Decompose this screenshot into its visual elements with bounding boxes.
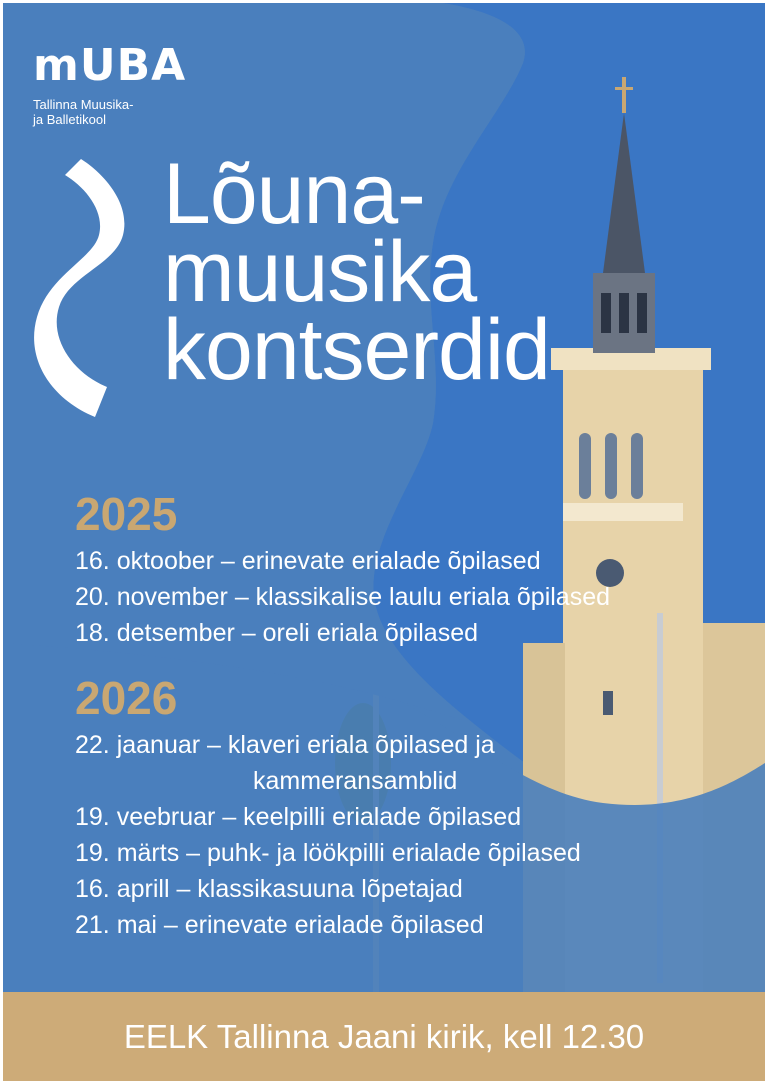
poster <box>3 3 765 1081</box>
event-item: 20. november – klassikalise laulu eriala õpilased <box>75 583 611 611</box>
event-item: 21. mai – erinevate erialade õpilased <box>75 911 484 939</box>
venue-footer: EELK Tallinna Jaani kirik, kell 12.30 <box>3 992 765 1081</box>
event-item: 19. märts – puhk- ja löökpilli erialade õpilased <box>75 839 581 867</box>
logo-subtitle-line1: Tallinna Muusika- <box>33 97 134 112</box>
logo-wordmark: mUBA <box>33 40 187 91</box>
event-item: 19. veebruar – keelpilli erialade õpilased <box>75 803 522 831</box>
muba-logo <box>33 40 187 127</box>
logo-subtitle-line2: ja Balletikool <box>33 112 106 127</box>
event-item: 16. aprill – klassikasuuna lõpetajad <box>75 875 463 903</box>
event-item: 16. oktoober – erinevate erialade õpilased <box>75 547 541 575</box>
event-list-2026 <box>75 727 581 943</box>
event-item: 22. jaanuar – klaveri eriala õpilased ja <box>75 731 495 759</box>
event-item-continuation: kammeransamblid <box>253 767 458 795</box>
event-item: 18. detsember – oreli eriala õpilased <box>75 619 479 647</box>
year-heading-2025: 2025 <box>75 488 178 540</box>
event-list-2025 <box>75 543 610 651</box>
title-line-1: Lõuna- <box>163 146 425 242</box>
year-heading-2026: 2026 <box>75 672 178 724</box>
title-line-3: kontserdid <box>163 302 550 398</box>
poster-title <box>163 146 550 398</box>
title-line-2: muusika <box>163 224 477 320</box>
